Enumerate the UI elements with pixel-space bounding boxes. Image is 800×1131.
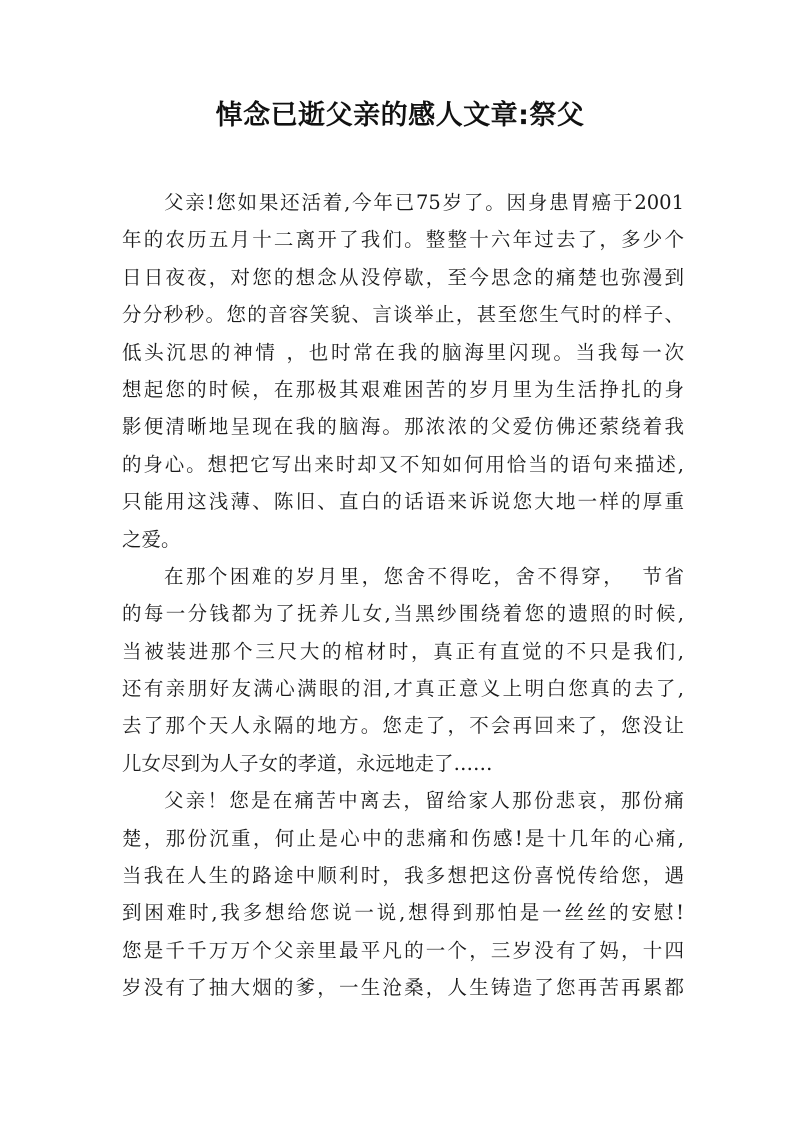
document-title: 悼念已逝父亲的感人文章:祭父 [215,100,585,131]
text-line: 楚，那份沉重，何止是心中的悲痛和伤感!是十几年的心痛, [122,826,684,850]
paragraph-1 [122,184,684,558]
text-line: 之爱。 [122,527,181,551]
text-line: 的身心。想把它写出来时却又不知如何用恰当的语句来描述, [122,452,684,476]
text-line: 日日夜夜，对您的想念从没停歇，至今思念的痛楚也弥漫到 [122,265,684,289]
text-line: 还有亲朋好友满心满眼的泪,才真正意义上明白您真的去了, [122,677,684,701]
text-line: 影便清晰地呈现在我的脑海。那浓浓的父爱仿佛还萦绕着我 [122,415,684,439]
text-line: 儿女尽到为人子女的孝道，永远地走了…… [122,751,493,775]
text-line: 岁没有了抽大烟的爹，一生沧桑，人生铸造了您再苦再累都 [122,976,684,1000]
text-line: 当被装进那个三尺大的棺材时，真正有直觉的不只是我们, [122,639,684,663]
text-line: 父亲!您如果还活着,今年已75岁了。因身患胃癌于2001 [164,191,684,214]
text-line: 只能用这浅薄、陈旧、直白的话语来诉说您大地一样的厚重 [122,490,684,514]
text-line: 年的农历五月十二离开了我们。整整十六年过去了，多少个 [122,228,684,252]
document-body [122,184,684,1007]
paragraph-2 [122,558,684,782]
text-line: 到困难时,我多想给您说一说,想得到那怕是一丝丝的安慰! [122,901,684,925]
text-line: 想起您的时候，在那极其艰难困苦的岁月里为生活挣扎的身 [122,377,684,401]
text-line: 您是千千万万个父亲里最平凡的一个，三岁没有了妈，十四 [122,938,684,962]
text-line: 去了那个天人永隔的地方。您走了，不会再回来了，您没让 [122,714,684,738]
paragraph-3 [122,782,684,1006]
text-line: 当我在人生的路途中顺利时，我多想把这份喜悦传给您，遇 [122,864,684,888]
text-line: 父亲！您是在痛苦中离去，留给家人那份悲哀，那份痛 [164,789,684,813]
text-line: 的每一分钱都为了抚养儿女,当黑纱围绕着您的遗照的时候, [122,602,684,626]
text-line: 低头沉思的神情 ，也时常在我的脑海里闪现。当我每一次 [122,340,684,364]
text-line: 在那个困难的岁月里，您舍不得吃，舍不得穿， 节省 [164,564,684,588]
text-line: 分分秒秒。您的音容笑貌、言谈举止，甚至您生气时的样子、 [122,303,684,327]
